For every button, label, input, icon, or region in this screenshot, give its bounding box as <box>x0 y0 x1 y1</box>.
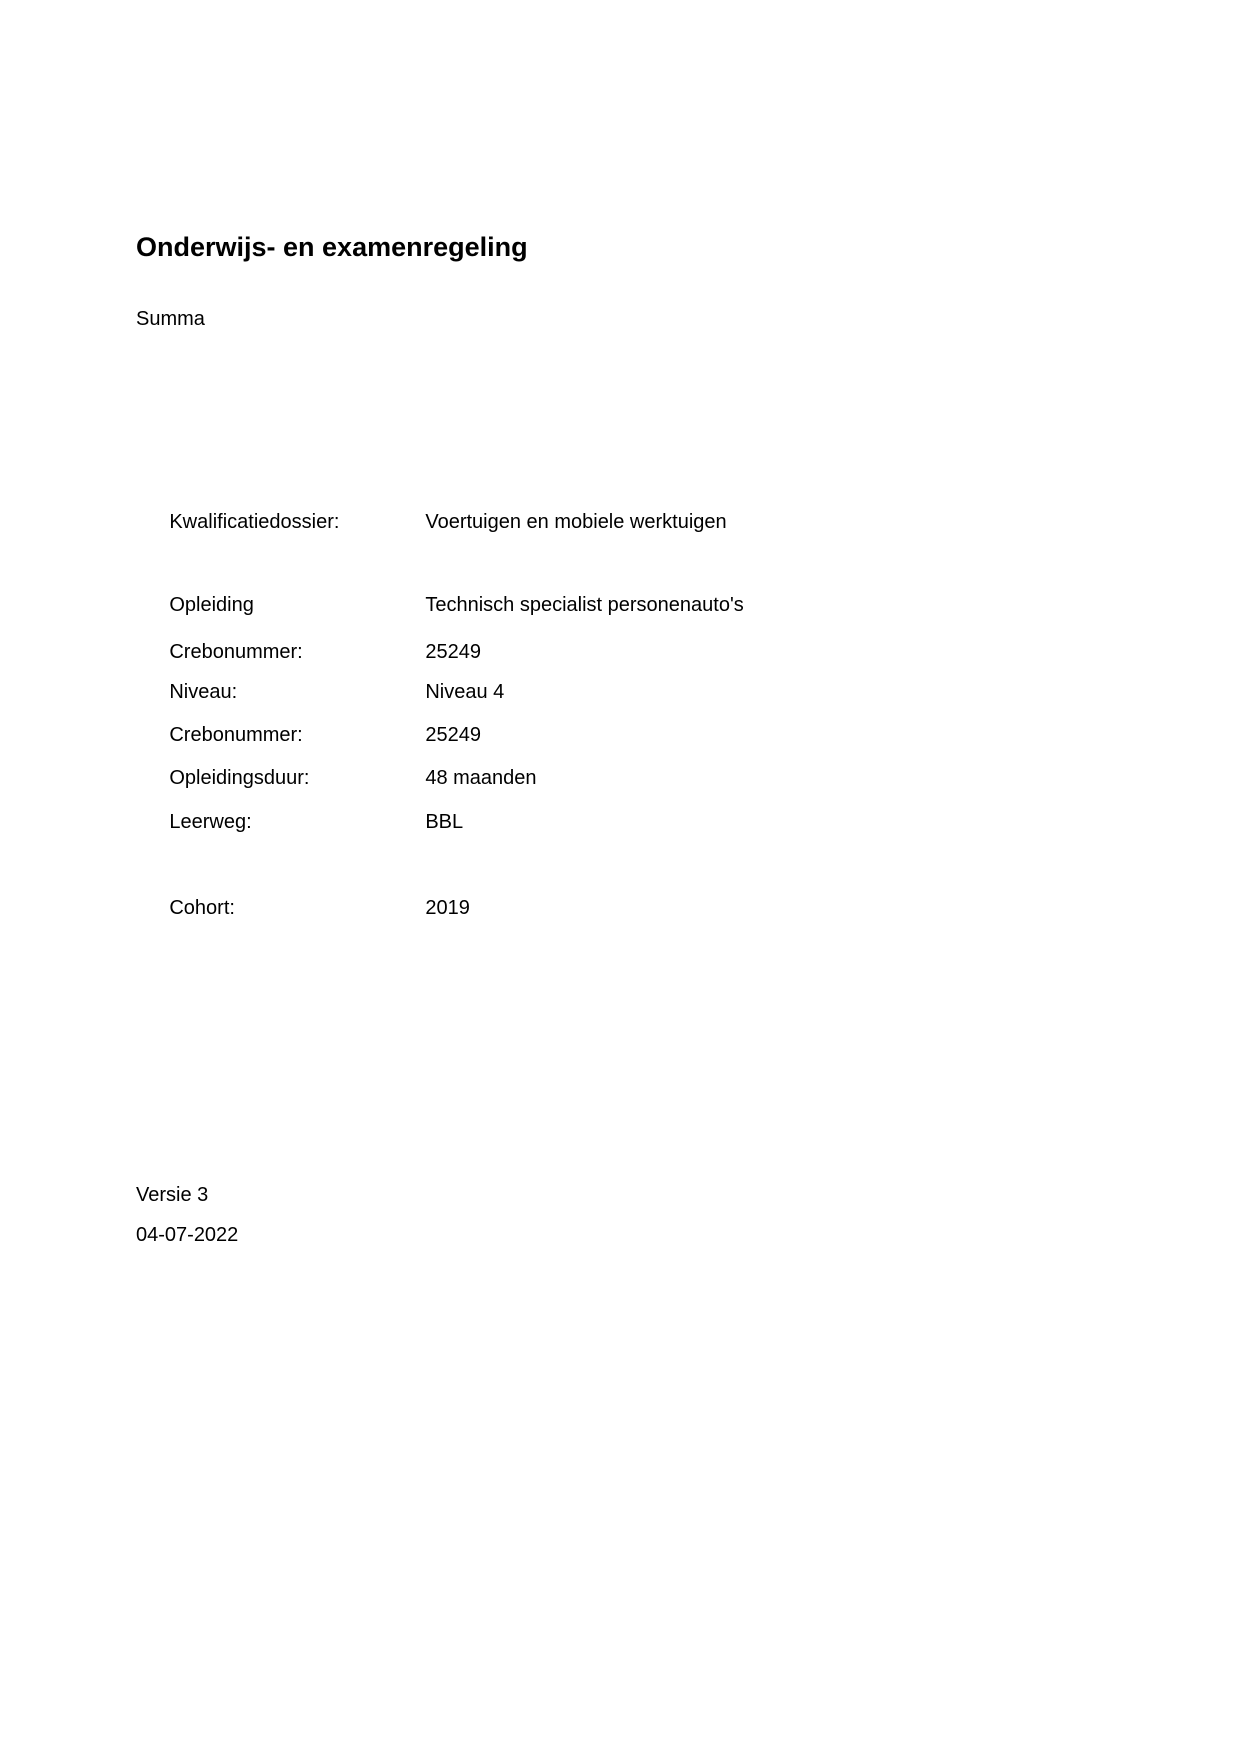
info-row <box>136 739 537 817</box>
version-text: Versie 3 <box>136 1184 209 1206</box>
info-label: Leerweg: <box>169 811 252 833</box>
info-value: 48 maanden <box>425 767 537 789</box>
info-value: 2019 <box>425 897 470 919</box>
info-label: Niveau: <box>169 681 238 703</box>
info-value: Technisch specialist personenauto's <box>425 594 744 616</box>
organization-name: Summa <box>136 308 205 330</box>
info-label: Opleiding <box>169 594 254 616</box>
info-group-duur-cohort <box>136 687 537 999</box>
info-row <box>136 869 537 947</box>
info-label: Cohort: <box>169 897 235 919</box>
info-label: Crebonummer: <box>169 641 303 663</box>
date-text: 04-07-2022 <box>136 1224 239 1246</box>
info-label: Crebonummer: <box>169 724 303 746</box>
info-value: Niveau 4 <box>425 681 505 703</box>
info-value: BBL <box>425 811 464 833</box>
info-label: Kwalificatiedossier: <box>169 511 340 533</box>
info-value: 25249 <box>425 724 481 746</box>
info-value: Voertuigen en mobiele werktuigen <box>425 511 727 533</box>
info-label: Opleidingsduur: <box>169 767 310 789</box>
document-title: Onderwijs- en examenregeling <box>136 232 528 263</box>
info-value: 25249 <box>425 641 481 663</box>
